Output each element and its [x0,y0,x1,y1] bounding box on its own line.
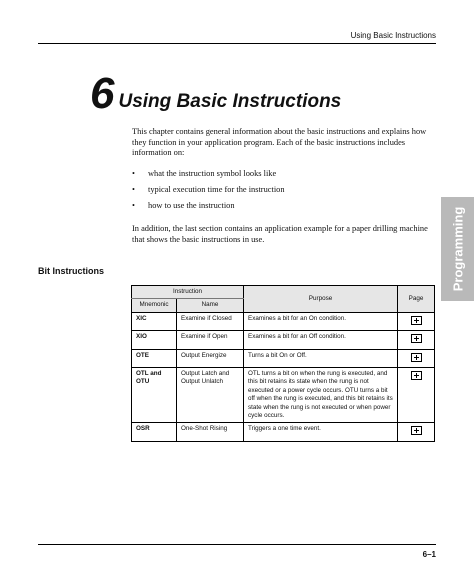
cell-page [398,349,435,367]
cell-page [398,312,435,330]
book-reference-icon[interactable] [411,353,422,362]
book-reference-icon[interactable] [411,371,422,380]
bullet-item [132,184,285,200]
cell-name: Examine if Closed [177,312,244,330]
cell-purpose: Triggers a one time event. [244,423,398,441]
bullet-icon: • [132,201,135,210]
side-tab-label: Programming [450,206,465,292]
table-row [132,423,435,441]
section-side-tab [441,197,474,301]
cell-mnemonic: OTE [132,349,177,367]
table-row [132,349,435,367]
cell-page [398,368,435,423]
bullet-icon: • [132,169,135,178]
bullet-item [132,168,285,184]
bullet-list [132,168,285,216]
header-name: Name [177,299,244,312]
bullet-text: typical execution time for the instruction [148,185,285,194]
bit-instructions-table [131,285,435,442]
cell-page [398,331,435,349]
header-purpose: Purpose [244,286,398,313]
chapter-number: 6 [90,69,115,118]
chapter-title [90,69,342,118]
bullet-text: what the instruction symbol looks like [148,169,277,178]
bullet-item [132,200,285,216]
page-number: 6–1 [422,550,436,559]
cell-name: Examine if Open [177,331,244,349]
bullet-text: how to use the instruction [148,201,235,210]
header-instruction: Instruction [132,286,244,299]
second-paragraph: In addition, the last section contains an application example for a paper drilling machine that shows the basic instructions in use. [132,224,428,244]
table-row [132,331,435,349]
cell-purpose: Turns a bit On or Off. [244,349,398,367]
book-reference-icon[interactable] [411,316,422,325]
cell-name: One-Shot Rising [177,423,244,441]
section-heading: Bit Instructions [38,266,105,276]
book-reference-icon[interactable] [411,426,422,435]
bottom-rule [38,544,436,545]
cell-name: Output Latch and Output Unlatch [177,368,244,423]
cell-name: Output Energize [177,349,244,367]
cell-purpose: OTL turns a bit on when the rung is executed, and this bit retains its state when the rung is not executed or a power cycle occurs. OTU turns a bit off when the rung is executed, and this bit retains its state when the rung is not executed or when power cycle occurs. [244,368,398,423]
book-reference-icon[interactable] [411,334,422,343]
bullet-icon: • [132,185,135,194]
cell-mnemonic: XIC [132,312,177,330]
header-page: Page [398,286,435,313]
cell-mnemonic: XIO [132,331,177,349]
cell-mnemonic: OTL and OTU [132,368,177,423]
chapter-name: Using Basic Instructions [118,91,342,112]
top-rule [38,43,436,44]
running-head: Using Basic Instructions [350,31,436,40]
header-mnemonic: Mnemonic [132,299,177,312]
table-row [132,368,435,423]
intro-paragraph: This chapter contains general information about the basic instructions and explains how they function in your application program. Each of the basic instructions includes information on: [132,127,427,157]
cell-mnemonic: OSR [132,423,177,441]
table-row [132,312,435,330]
cell-purpose: Examines a bit for an Off condition. [244,331,398,349]
table-header-row [132,286,435,299]
cell-purpose: Examines a bit for an On condition. [244,312,398,330]
cell-page [398,423,435,441]
